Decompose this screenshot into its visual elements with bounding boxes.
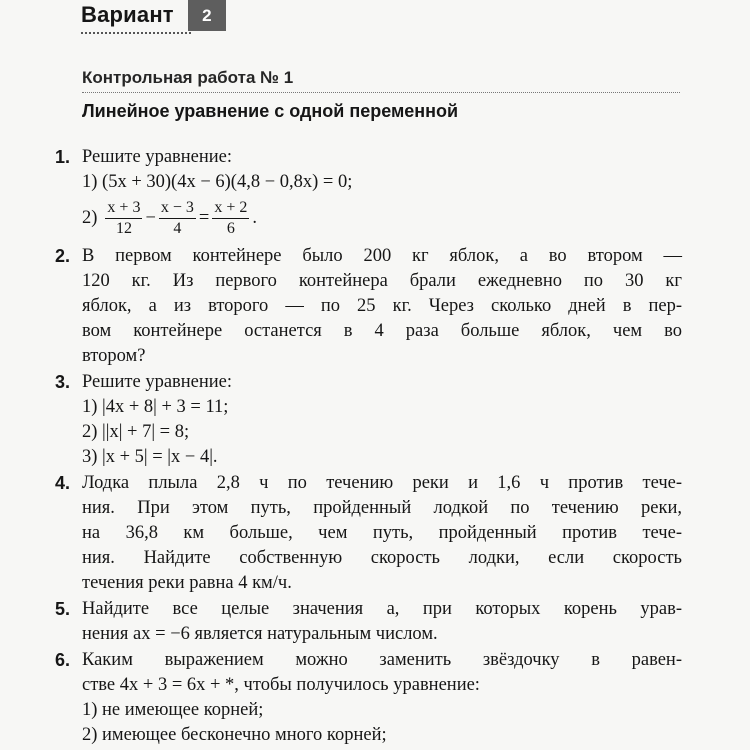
task-1-number: 1. — [54, 147, 70, 167]
task-6-number: 6. — [54, 650, 70, 670]
fraction — [212, 198, 249, 239]
variant-label: Вариант — [81, 2, 174, 27]
task-4-line: Лодка плыла 2,8 ч по течению реки и 1,6 ч против тече- — [82, 473, 682, 493]
item-label: 2) — [82, 208, 98, 228]
topic-title: Линейное уравнение с одной переменной — [82, 101, 459, 121]
task-2-number: 2. — [54, 246, 70, 266]
task-3-line: 2) ||x| + 7| = 8; — [82, 422, 190, 442]
task-4-line: ния. Найдите собственную скорость лодки, если скорость — [82, 548, 682, 568]
equals-sign: = — [198, 208, 210, 228]
task-6-line: 2) имеющее бесконечно много корней; — [82, 725, 387, 745]
fraction-numerator: x + 2 — [212, 198, 249, 219]
task-6-line: стве 4x + 3 = 6x + *, чтобы получилось уравнение: — [82, 675, 480, 695]
task-2-line: яблок, а из второго — по 25 кг. Через сколько дней в пер- — [82, 296, 682, 316]
task-6-line: Каким выражением можно заменить звёздочку в равен- — [82, 650, 682, 670]
end-punctuation: . — [252, 208, 258, 228]
work-title: Контрольная работа № 1 — [82, 68, 294, 87]
fraction-denominator: 4 — [173, 219, 182, 237]
task-3-line: 3) |x + 5| = |x − 4|. — [82, 447, 218, 467]
task-2-line: вом контейнере останется в 4 раза больше яблок, чем во — [82, 321, 682, 341]
variant-number-badge: 2 — [188, 0, 226, 31]
task-4-number: 4. — [54, 473, 70, 493]
fraction-numerator: x − 3 — [159, 198, 196, 219]
task-4-line: ния. При этом путь, пройденный лодкой по течению реки, — [82, 498, 682, 518]
minus-sign: − — [145, 208, 156, 228]
task-2-line: 120 кг. Из первого контейнера брали ежедневно по 30 кг — [82, 271, 682, 291]
task-1-line: 1) (5x + 30)(4x − 6)(4,8 − 0,8x) = 0; — [82, 172, 353, 192]
task-5-number: 5. — [54, 599, 70, 619]
task-1-line: Решите уравнение: — [82, 147, 233, 167]
task-1-fraction-equation — [82, 196, 257, 240]
task-2-line: В первом контейнере было 200 кг яблок, а во втором — — [82, 246, 682, 266]
task-2-line: втором? — [82, 346, 146, 366]
fraction — [159, 198, 196, 239]
task-6-line: 1) не имеющее корней; — [82, 700, 264, 720]
fraction — [105, 198, 142, 239]
title-dotted-rule — [82, 92, 680, 93]
variant-header — [81, 0, 226, 32]
task-3-number: 3. — [54, 372, 70, 392]
fraction-denominator: 6 — [226, 219, 235, 237]
task-3-line: 1) |4x + 8| + 3 = 11; — [82, 397, 229, 417]
task-4-line: течения реки равна 4 км/ч. — [82, 573, 292, 593]
task-5-line: Найдите все целые значения a, при которых корень урав- — [82, 599, 682, 619]
header-dotted-rule — [81, 32, 191, 34]
fraction-numerator: x + 3 — [105, 198, 142, 219]
task-5-line: нения ax = −6 является натуральным числом. — [82, 624, 438, 644]
task-4-line: на 36,8 км больше, чем путь, пройденный против тече- — [82, 523, 682, 543]
task-3-line: Решите уравнение: — [82, 372, 233, 392]
fraction-denominator: 12 — [115, 219, 132, 237]
